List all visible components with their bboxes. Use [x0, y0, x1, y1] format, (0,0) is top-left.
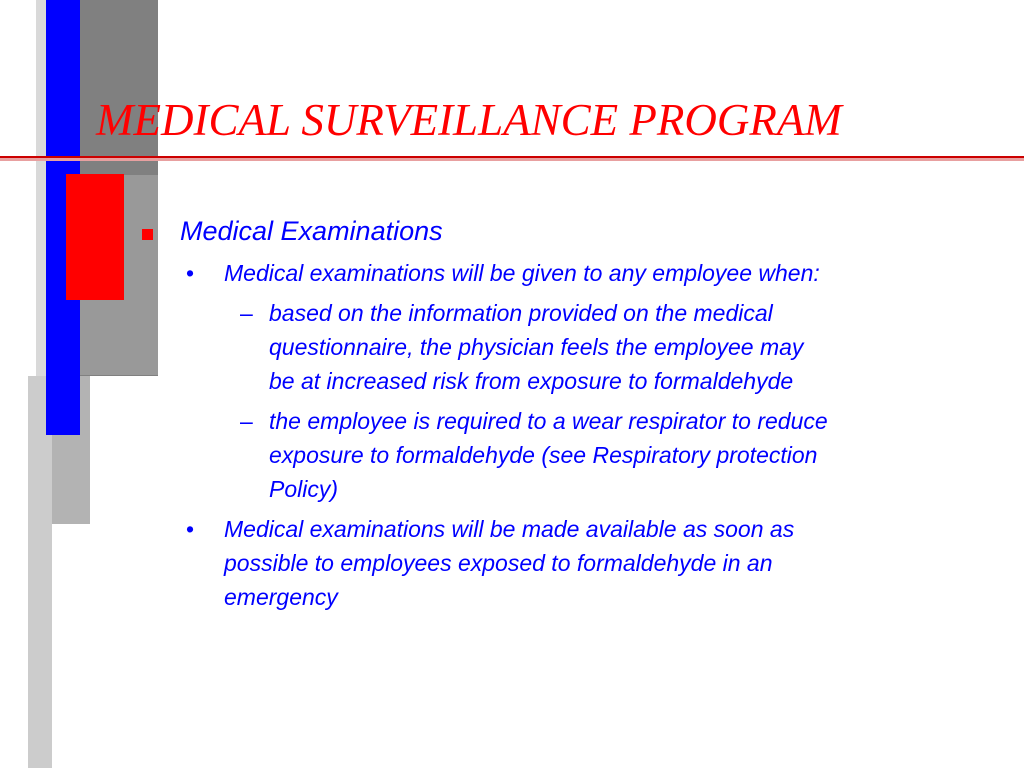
title-rule-shadow — [0, 158, 1024, 161]
bullet-level2 — [140, 512, 874, 614]
dash-icon: – — [240, 408, 253, 434]
dash-icon: – — [240, 300, 253, 326]
bullet-text: Medical examinations will be given to any employee when: — [224, 260, 820, 286]
decorative-red-block — [66, 174, 124, 300]
bullet-level3 — [140, 404, 829, 506]
bullet-dot-icon: • — [186, 260, 195, 286]
slide-title: MEDICAL SURVEILLANCE PROGRAM — [96, 95, 842, 145]
bullet-heading: Medical Examinations — [180, 216, 443, 246]
bullet-text: based on the information provided on the medical questionnaire, the physician feels the employee may be at increased risk from exposure to formaldehyde — [269, 300, 804, 394]
slide-body — [140, 212, 1000, 614]
bullet-level3 — [140, 296, 829, 398]
bullet-level1 — [140, 212, 1000, 250]
bullet-level2 — [140, 256, 874, 290]
bullet-text: Medical examinations will be made available as soon as possible to employees exposed to formaldehyde in an emergency — [224, 516, 795, 610]
bullet-dot-icon: • — [186, 516, 195, 542]
red-square-icon — [142, 229, 153, 240]
bullet-text: the employee is required to a wear respirator to reduce exposure to formaldehyde (see Respiratory protection Policy) — [269, 408, 828, 502]
